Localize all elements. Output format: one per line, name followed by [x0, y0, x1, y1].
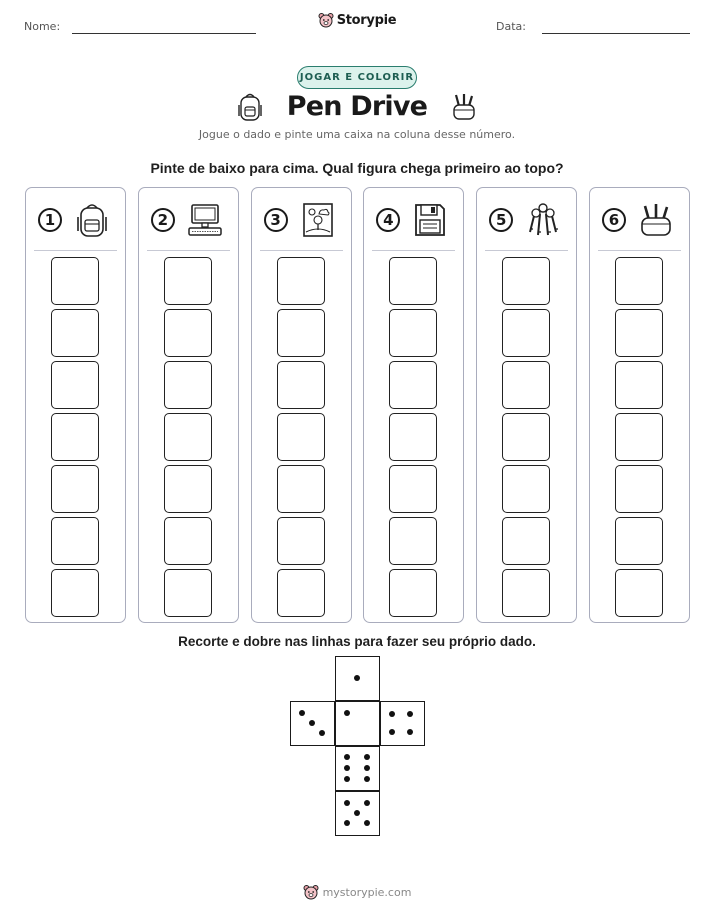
column-number: 1	[38, 208, 62, 232]
pip	[344, 754, 350, 760]
color-box[interactable]	[164, 569, 212, 617]
die-face-3	[290, 701, 335, 746]
brand-name: Storypie	[336, 13, 397, 28]
color-box[interactable]	[277, 517, 325, 565]
column-number: 3	[264, 208, 288, 232]
color-box[interactable]	[389, 465, 437, 513]
floppy-disk-icon	[413, 202, 447, 238]
color-box[interactable]	[615, 309, 663, 357]
pip	[354, 675, 360, 681]
column-2	[138, 187, 239, 623]
color-box[interactable]	[389, 257, 437, 305]
color-box[interactable]	[277, 413, 325, 461]
computer-icon	[188, 202, 222, 238]
color-box[interactable]	[277, 257, 325, 305]
color-box[interactable]	[164, 517, 212, 565]
name-label: Nome:	[24, 20, 61, 33]
footer-url[interactable]: mystorypie.com	[322, 886, 412, 899]
column-divider	[34, 250, 117, 251]
color-box[interactable]	[502, 413, 550, 461]
race-columns	[25, 187, 690, 623]
column-divider	[372, 250, 455, 251]
column-3	[251, 187, 352, 623]
color-box[interactable]	[164, 465, 212, 513]
column-1	[25, 187, 126, 623]
pencil-case-icon	[451, 92, 477, 122]
column-divider	[598, 250, 681, 251]
color-box[interactable]	[164, 257, 212, 305]
pip	[407, 711, 413, 717]
bear-icon	[303, 884, 319, 901]
brand-logo	[0, 12, 714, 29]
die-face-5	[335, 791, 380, 836]
backpack-icon	[75, 202, 109, 238]
box-stack	[164, 257, 212, 621]
color-box[interactable]	[389, 517, 437, 565]
box-stack	[615, 257, 663, 621]
box-stack	[389, 257, 437, 621]
bear-icon	[318, 12, 334, 29]
color-box[interactable]	[277, 569, 325, 617]
color-box[interactable]	[51, 517, 99, 565]
column-divider	[147, 250, 230, 251]
pip	[364, 765, 370, 771]
color-box[interactable]	[615, 465, 663, 513]
pip	[344, 710, 350, 716]
column-number: 6	[602, 208, 626, 232]
pip	[299, 710, 305, 716]
pip	[354, 810, 360, 816]
column-number: 4	[376, 208, 400, 232]
die-face-1-center	[335, 701, 380, 746]
color-box[interactable]	[615, 361, 663, 409]
column-4	[363, 187, 464, 623]
color-box[interactable]	[389, 361, 437, 409]
pip	[319, 730, 325, 736]
die-face-1-top	[335, 656, 380, 701]
instruction-bottom: Recorte e dobre nas linhas para fazer seu próprio dado.	[178, 634, 536, 649]
color-box[interactable]	[502, 465, 550, 513]
color-box[interactable]	[615, 413, 663, 461]
box-stack	[51, 257, 99, 621]
color-box[interactable]	[389, 413, 437, 461]
color-box[interactable]	[502, 361, 550, 409]
color-box[interactable]	[615, 569, 663, 617]
pip	[344, 820, 350, 826]
color-box[interactable]	[615, 257, 663, 305]
column-divider	[485, 250, 568, 251]
pip	[344, 776, 350, 782]
color-box[interactable]	[51, 413, 99, 461]
column-number: 2	[151, 208, 175, 232]
footer	[0, 884, 714, 901]
title-row	[0, 91, 714, 122]
activity-badge: JOGAR E COLORIR	[297, 66, 417, 89]
date-label: Data:	[496, 20, 526, 33]
color-box[interactable]	[51, 309, 99, 357]
color-box[interactable]	[51, 257, 99, 305]
pip	[344, 800, 350, 806]
color-box[interactable]	[277, 361, 325, 409]
pip	[364, 800, 370, 806]
color-box[interactable]	[164, 309, 212, 357]
pip	[344, 765, 350, 771]
color-box[interactable]	[277, 309, 325, 357]
backpack-icon	[237, 92, 263, 122]
color-box[interactable]	[502, 309, 550, 357]
color-box[interactable]	[389, 569, 437, 617]
column-divider	[260, 250, 343, 251]
pencil-case-icon	[639, 202, 673, 238]
color-box[interactable]	[277, 465, 325, 513]
pip	[407, 729, 413, 735]
page-title: Pen Drive	[286, 91, 428, 122]
box-stack	[502, 257, 550, 621]
landscape-picture-icon	[301, 202, 335, 238]
name-line[interactable]	[72, 33, 256, 34]
pip	[364, 820, 370, 826]
pip	[309, 720, 315, 726]
color-box[interactable]	[164, 413, 212, 461]
color-box[interactable]	[51, 465, 99, 513]
column-5	[476, 187, 577, 623]
date-line[interactable]	[542, 33, 690, 34]
column-number: 5	[489, 208, 513, 232]
subtitle: Jogue o dado e pinte uma caixa na coluna desse número.	[198, 128, 516, 141]
keys-icon	[526, 202, 560, 238]
instruction-top: Pinte de baixo para cima. Qual figura chega primeiro ao topo?	[150, 160, 564, 176]
color-box[interactable]	[51, 361, 99, 409]
pip	[389, 729, 395, 735]
color-box[interactable]	[51, 569, 99, 617]
color-box[interactable]	[502, 517, 550, 565]
pip	[364, 776, 370, 782]
color-box[interactable]	[502, 569, 550, 617]
color-box[interactable]	[615, 517, 663, 565]
pip	[364, 754, 370, 760]
color-box[interactable]	[164, 361, 212, 409]
color-box[interactable]	[502, 257, 550, 305]
die-face-6	[335, 746, 380, 791]
pip	[389, 711, 395, 717]
die-face-4	[380, 701, 425, 746]
color-box[interactable]	[389, 309, 437, 357]
column-6	[589, 187, 690, 623]
box-stack	[277, 257, 325, 621]
